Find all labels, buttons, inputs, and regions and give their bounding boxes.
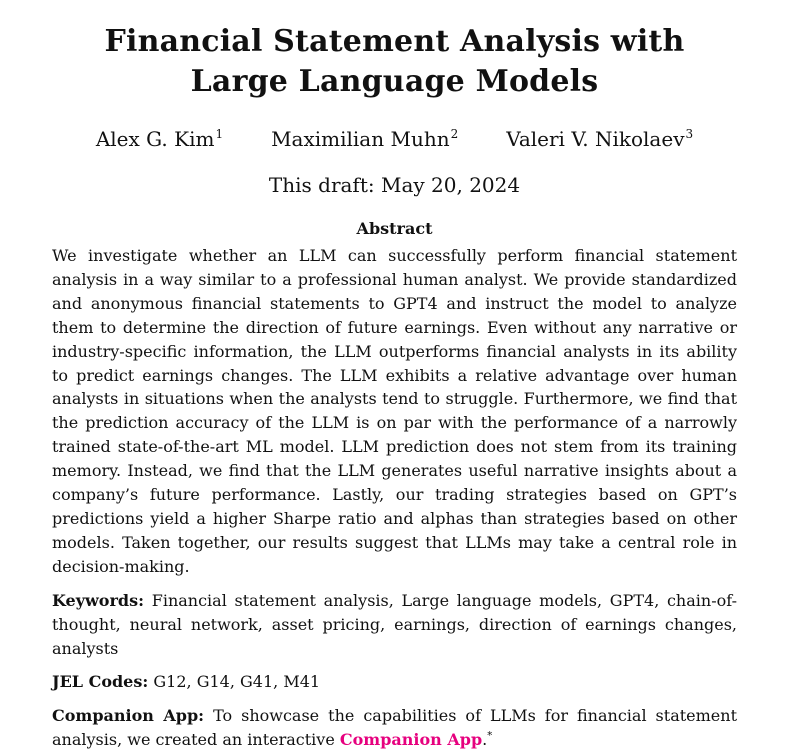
paper-title-line-2: Large Language Models: [190, 64, 599, 99]
footnote-mark[interactable]: *: [487, 730, 493, 742]
companion-app-period: .: [482, 730, 488, 750]
companion-app-paragraph: [52, 704, 737, 752]
abstract-text: We investigate whether an LLM can successfully perform financial statement analysis in a way similar to a professional human analyst. We provide standardized and anonymous financial statements to GPT4 and instruct the model to analyze them to determine the direction of future earnings. Even without any narrative or industry-specific information, the LLM outperforms financial analysts in its ability to predict earnings changes. The LLM exhibits a relative advantage over human analysts in situations when the analysts tend to struggle. Furthermore, we find that the prediction accuracy of the LLM is on par with the performance of a narrowly trained state-of-the-art ML model. LLM prediction does not stem from its training memory. Instead, we find that the LLM generates useful narrative insights about a company’s future performance. Lastly, our trading strategies based on GPT’s predictions yield a higher Sharpe ratio and alphas than strategies based on other models. Taken together, our results suggest that LLMs may take a central role in decision-making.: [52, 246, 737, 576]
author-3-name: Valeri V. Nikolaev: [506, 127, 685, 151]
abstract-heading: Abstract: [356, 219, 433, 238]
companion-app-link[interactable]: Companion App: [339, 730, 483, 750]
keywords-text: Financial statement analysis, Large language models, GPT4, chain-of-thought, neural network, asset pricing, earnings, direction of earnings changes, analysts: [52, 590, 737, 658]
jel-codes-text: G12, G14, G41, M41: [153, 672, 321, 692]
author-1: [96, 126, 223, 152]
paper-title-line-1: Financial Statement Analysis with: [104, 24, 685, 59]
author-1-name: Alex G. Kim: [95, 127, 215, 151]
companion-app-label: Companion App:: [52, 706, 205, 726]
draft-date: This draft: May 20, 2024: [268, 173, 521, 197]
keywords-paragraph: [52, 589, 737, 661]
paper-title: [52, 0, 737, 102]
author-2-affiliation-mark: 2: [450, 127, 459, 142]
jel-codes-label: JEL Codes:: [52, 672, 149, 692]
author-3-affiliation-mark: 3: [685, 127, 694, 142]
author-2-name: Maximilian Muhn: [271, 127, 450, 151]
author-list: [52, 126, 737, 152]
companion-app-text: To showcase the capabilities of LLMs for financial statement analysis, we created an interactive: [52, 706, 738, 750]
author-1-affiliation-mark: 1: [215, 127, 224, 142]
keywords-label: Keywords:: [52, 590, 145, 610]
author-3: [506, 126, 693, 152]
author-2: [271, 126, 458, 152]
jel-codes-paragraph: [52, 670, 737, 694]
